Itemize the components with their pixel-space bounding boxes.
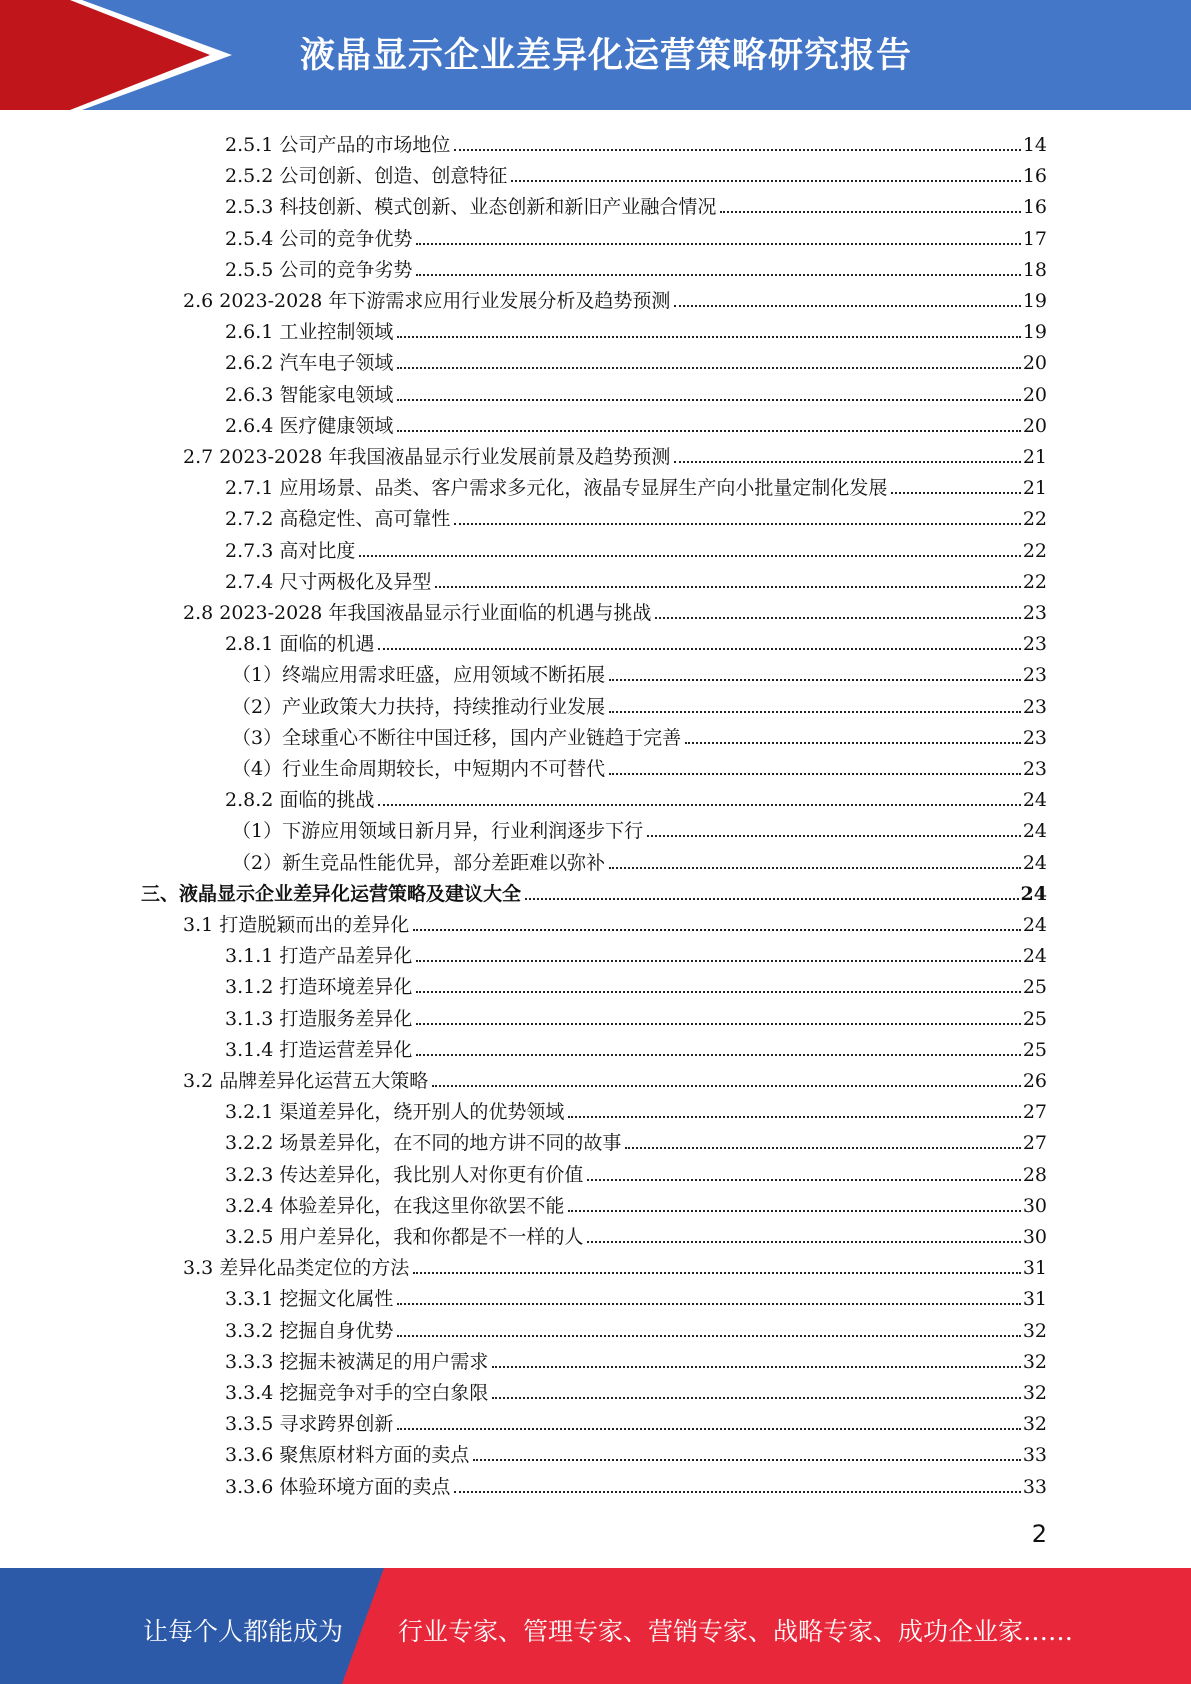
toc-dot-leader xyxy=(647,834,1021,837)
page-footer xyxy=(0,1568,1191,1684)
toc-entry-page: 23 xyxy=(1022,633,1047,656)
toc-entry-title: 2.6 2023-2028 年下游需求应用行业发展分析及趋势预测 xyxy=(183,290,671,312)
toc-entry-title: （1）下游应用领域日新月异，行业利润逐步下行 xyxy=(232,820,644,843)
toc-entry-page: 25 xyxy=(1022,1007,1047,1030)
footer-slogan-right: 行业专家、管理专家、营销专家、战略专家、成功企业家…… xyxy=(398,1617,1074,1646)
toc-entry-title: 2.5.5 公司的竞争劣势 xyxy=(225,258,413,281)
toc-entry-page: 22 xyxy=(1022,570,1047,593)
toc-entry[interactable] xyxy=(225,469,1047,500)
toc-entry[interactable] xyxy=(141,875,1047,906)
toc-entry[interactable] xyxy=(225,1218,1047,1249)
toc-entry-title: 3.3.4 挖掘竞争对手的空白象限 xyxy=(225,1382,489,1404)
toc-entry-page: 23 xyxy=(1022,758,1047,780)
toc-entry-title: 3.3.6 体验环境方面的卖点 xyxy=(225,1475,451,1498)
toc-entry[interactable] xyxy=(225,1000,1047,1031)
toc-entry-title: 3.3 差异化品类定位的方法 xyxy=(183,1257,410,1280)
toc-entry[interactable] xyxy=(183,594,1047,625)
toc-entry-title: 3.1.3 打造服务差异化 xyxy=(225,1007,413,1030)
toc-entry-page: 26 xyxy=(1022,1070,1047,1092)
toc-entry[interactable] xyxy=(232,688,1047,719)
toc-entry-page: 23 xyxy=(1022,664,1047,687)
toc-dot-leader xyxy=(397,366,1020,369)
toc-entry[interactable] xyxy=(225,1468,1047,1499)
toc-dot-leader xyxy=(397,335,1020,338)
toc-dot-leader xyxy=(891,491,1020,494)
toc-entry[interactable] xyxy=(225,1374,1047,1405)
toc-entry[interactable] xyxy=(232,719,1047,750)
toc-entry[interactable] xyxy=(225,781,1047,812)
toc-entry-title: 2.5.1 公司产品的市场地位 xyxy=(225,134,451,156)
header-red-chevron xyxy=(70,0,210,110)
toc-entry[interactable] xyxy=(183,438,1047,469)
toc-entry-title: 2.7 2023-2028 年我国液晶显示行业发展前景及趋势预测 xyxy=(183,446,671,468)
toc-dot-leader xyxy=(674,304,1020,307)
toc-entry[interactable] xyxy=(183,282,1047,313)
toc-entry[interactable] xyxy=(232,812,1047,843)
toc-dot-leader xyxy=(416,1022,1020,1025)
toc-entry[interactable] xyxy=(225,968,1047,999)
toc-entry-title: 3.3.2 挖掘自身优势 xyxy=(225,1319,394,1342)
toc-entry[interactable] xyxy=(225,376,1047,407)
toc-entry-page: 24 xyxy=(1020,882,1047,905)
toc-entry-title: 2.6.3 智能家电领域 xyxy=(225,383,394,406)
toc-entry-page: 25 xyxy=(1022,976,1047,999)
toc-entry-title: 3.1.2 打造环境差异化 xyxy=(225,976,413,999)
toc-entry[interactable] xyxy=(232,844,1047,875)
toc-entry-page: 33 xyxy=(1022,1475,1047,1498)
toc-entry-page: 20 xyxy=(1022,383,1047,406)
toc-entry[interactable] xyxy=(225,500,1047,531)
toc-entry-page: 23 xyxy=(1022,695,1047,718)
toc-entry-title: 2.7.3 高对比度 xyxy=(225,539,356,562)
toc-dot-leader xyxy=(473,1458,1020,1461)
toc-dot-leader xyxy=(492,1396,1020,1399)
toc-entry[interactable] xyxy=(225,407,1047,438)
toc-entry-title: 2.6.4 医疗健康领域 xyxy=(225,414,394,437)
footer-slogan-left: 让每个人都能成为 xyxy=(143,1617,344,1646)
toc-entry-title: 3.1.1 打造产品差异化 xyxy=(225,945,413,968)
toc-entry-page: 33 xyxy=(1022,1444,1047,1467)
toc-entry-page: 25 xyxy=(1022,1038,1047,1061)
toc-dot-leader xyxy=(609,710,1021,713)
toc-entry[interactable] xyxy=(225,625,1047,656)
toc-entry-page: 18 xyxy=(1022,258,1047,281)
toc-entry[interactable] xyxy=(225,1156,1047,1187)
toc-entry-title: 3.3.6 聚焦原材料方面的卖点 xyxy=(225,1444,470,1467)
toc-entry-page: 21 xyxy=(1022,477,1047,500)
toc-entry-title: 2.5.4 公司的竞争优势 xyxy=(225,227,413,250)
toc-entry-page: 22 xyxy=(1022,539,1047,562)
toc-dot-leader xyxy=(587,1240,1020,1243)
toc-dot-leader xyxy=(416,990,1020,993)
toc-entry-page: 23 xyxy=(1022,602,1047,624)
toc-entry-title: 3.1.4 打造运营差异化 xyxy=(225,1038,413,1061)
toc-entry-page: 27 xyxy=(1022,1101,1047,1124)
toc-entry-title: （2）新生竞品性能优异，部分差距难以弥补 xyxy=(232,851,606,874)
toc-entry-title: 3.2.2 场景差异化，在不同的地方讲不同的故事 xyxy=(225,1132,622,1155)
toc-dot-leader xyxy=(359,554,1020,557)
toc-entry[interactable] xyxy=(225,1343,1047,1374)
toc-entry-title: （4）行业生命周期较长，中短期内不可替代 xyxy=(232,758,606,780)
toc-entry[interactable] xyxy=(225,1405,1047,1436)
toc-entry-title: 2.7.4 尺寸两极化及异型 xyxy=(225,570,432,593)
toc-dot-leader xyxy=(454,148,1020,151)
toc-entry-title: 3.2.1 渠道差异化，绕开别人的优势领域 xyxy=(225,1101,565,1124)
toc-entry-title: 2.5.3 科技创新、模式创新、业态创新和新旧产业融合情况 xyxy=(225,196,717,219)
toc-entry-title: 2.6.1 工业控制领域 xyxy=(225,321,394,344)
toc-dot-leader xyxy=(720,210,1020,213)
toc-entry-title: 2.6.2 汽车电子领域 xyxy=(225,352,394,375)
toc-dot-leader xyxy=(568,1209,1020,1212)
header-red-block xyxy=(0,0,70,110)
toc-dot-leader xyxy=(416,273,1020,276)
page-header xyxy=(0,0,1191,110)
toc-entry-title: （1）终端应用需求旺盛，应用领域不断拓展 xyxy=(232,664,606,687)
toc-dot-leader xyxy=(397,398,1020,401)
toc-entry-page: 20 xyxy=(1022,414,1047,437)
toc-entry-page: 21 xyxy=(1022,446,1047,468)
toc-dot-leader xyxy=(511,179,1020,182)
toc-entry-title: 2.8 2023-2028 年我国液晶显示行业面临的机遇与挑战 xyxy=(183,602,652,624)
toc-entry[interactable] xyxy=(225,188,1047,219)
toc-dot-leader xyxy=(378,803,1020,806)
toc-entry[interactable] xyxy=(225,1031,1047,1062)
toc-dot-leader xyxy=(587,1178,1020,1181)
toc-entry[interactable] xyxy=(225,1436,1047,1467)
toc-dot-leader xyxy=(568,1115,1020,1118)
toc-entry[interactable] xyxy=(225,1312,1047,1343)
toc-entry[interactable] xyxy=(225,1124,1047,1155)
toc-dot-leader xyxy=(435,585,1020,588)
toc-entry[interactable] xyxy=(225,937,1047,968)
toc-entry-page: 27 xyxy=(1022,1132,1047,1155)
toc-entry-title: 3.1 打造脱颖而出的差异化 xyxy=(183,914,410,936)
toc-dot-leader xyxy=(625,1146,1020,1149)
toc-entry[interactable] xyxy=(225,532,1047,563)
toc-entry-page: 22 xyxy=(1022,508,1047,531)
toc-entry[interactable] xyxy=(232,656,1047,687)
toc-entry-title: 3.2.4 体验差异化，在我这里你欲罢不能 xyxy=(225,1194,565,1217)
toc-dot-leader xyxy=(416,959,1020,962)
toc-entry-page: 24 xyxy=(1022,820,1047,843)
toc-entry-title: 3.3.3 挖掘未被满足的用户需求 xyxy=(225,1350,489,1373)
toc-entry[interactable] xyxy=(183,906,1047,937)
toc-dot-leader xyxy=(609,678,1021,681)
toc-entry[interactable] xyxy=(225,220,1047,251)
footer-blue-slant xyxy=(342,1568,384,1684)
toc-dot-leader xyxy=(397,1334,1020,1337)
toc-dot-leader xyxy=(397,1427,1020,1430)
toc-entry[interactable] xyxy=(225,1093,1047,1124)
toc-entry-page: 24 xyxy=(1022,789,1047,812)
toc-entry-page: 24 xyxy=(1022,945,1047,968)
toc-entry-page: 17 xyxy=(1022,227,1047,250)
toc-entry-page: 30 xyxy=(1022,1194,1047,1217)
toc-entry-title: 2.8.2 面临的挑战 xyxy=(225,789,375,812)
toc-entry-page: 19 xyxy=(1022,290,1047,312)
toc-entry[interactable] xyxy=(225,1187,1047,1218)
toc-entry-page: 30 xyxy=(1022,1226,1047,1248)
document-title: 液晶显示企业差异化运营策略研究报告 xyxy=(300,36,913,76)
toc-entry[interactable] xyxy=(232,750,1047,781)
toc-entry[interactable] xyxy=(183,1249,1047,1280)
toc-entry-page: 20 xyxy=(1022,352,1047,375)
toc-dot-leader xyxy=(378,647,1020,650)
toc-entry[interactable] xyxy=(225,344,1047,375)
toc-entry-title: （2）产业政策大力扶持，持续推动行业发展 xyxy=(232,695,606,718)
toc-entry-page: 32 xyxy=(1022,1319,1047,1342)
toc-entry-page: 32 xyxy=(1022,1382,1047,1404)
toc-entry-title: 三、液晶显示企业差异化运营策略及建议大全 xyxy=(141,882,522,905)
toc-entry[interactable] xyxy=(183,1062,1047,1093)
toc-entry-page: 23 xyxy=(1022,726,1047,749)
toc-entry[interactable] xyxy=(225,126,1047,157)
toc-entry-page: 28 xyxy=(1022,1163,1047,1186)
toc-entry-page: 32 xyxy=(1022,1413,1047,1436)
toc-dot-leader xyxy=(609,866,1021,869)
toc-entry-title: 2.8.1 面临的机遇 xyxy=(225,633,375,656)
toc-dot-leader xyxy=(655,616,1020,619)
toc-entry-title: 2.5.2 公司创新、创造、创意特征 xyxy=(225,165,508,188)
toc-entry-page: 19 xyxy=(1022,321,1047,344)
toc-dot-leader xyxy=(454,522,1020,525)
toc-dot-leader xyxy=(674,460,1020,463)
toc-entry-page: 32 xyxy=(1022,1350,1047,1373)
toc-dot-leader xyxy=(416,242,1020,245)
toc-dot-leader xyxy=(432,1084,1021,1087)
toc-dot-leader xyxy=(525,897,1019,900)
toc-dot-leader xyxy=(397,429,1020,432)
toc-entry-title: 3.2.3 传达差异化，我比别人对你更有价值 xyxy=(225,1163,584,1186)
toc-dot-leader xyxy=(397,1302,1020,1305)
toc-entry[interactable] xyxy=(225,157,1047,188)
toc-entry-page: 16 xyxy=(1022,196,1047,219)
toc-dot-leader xyxy=(413,928,1021,931)
toc-entry-page: 24 xyxy=(1022,914,1047,936)
toc-entry[interactable] xyxy=(225,313,1047,344)
toc-entry-title: 2.7.2 高稳定性、高可靠性 xyxy=(225,508,451,531)
toc-entry[interactable] xyxy=(225,1280,1047,1311)
toc-entry-title: 3.3.5 寻求跨界创新 xyxy=(225,1413,394,1436)
toc-entry[interactable] xyxy=(225,251,1047,282)
toc-entry-title: （3）全球重心不断往中国迁移，国内产业链趋于完善 xyxy=(232,726,682,749)
page-number: 2 xyxy=(1031,1520,1047,1548)
toc-dot-leader xyxy=(609,772,1021,775)
toc-dot-leader xyxy=(492,1365,1020,1368)
toc-entry-page: 31 xyxy=(1022,1257,1047,1280)
toc-entry-title: 2.7.1 应用场景、品类、客户需求多元化，液晶专显屏生产向小批量定制化发展 xyxy=(225,477,888,500)
toc-entry-title: 3.2 品牌差异化运营五大策略 xyxy=(183,1070,429,1092)
toc-dot-leader xyxy=(416,1053,1020,1056)
toc-entry-page: 24 xyxy=(1022,851,1047,874)
toc-entry-title: 3.3.1 挖掘文化属性 xyxy=(225,1288,394,1311)
toc-entry-title: 3.2.5 用户差异化，我和你都是不一样的人 xyxy=(225,1226,584,1248)
toc-entry[interactable] xyxy=(225,563,1047,594)
toc-entry-page: 31 xyxy=(1022,1288,1047,1311)
toc-entry-page: 14 xyxy=(1022,134,1047,156)
toc-dot-leader xyxy=(413,1271,1021,1274)
toc-entry-page: 16 xyxy=(1022,165,1047,188)
toc-dot-leader xyxy=(685,741,1021,744)
toc-dot-leader xyxy=(454,1490,1020,1493)
